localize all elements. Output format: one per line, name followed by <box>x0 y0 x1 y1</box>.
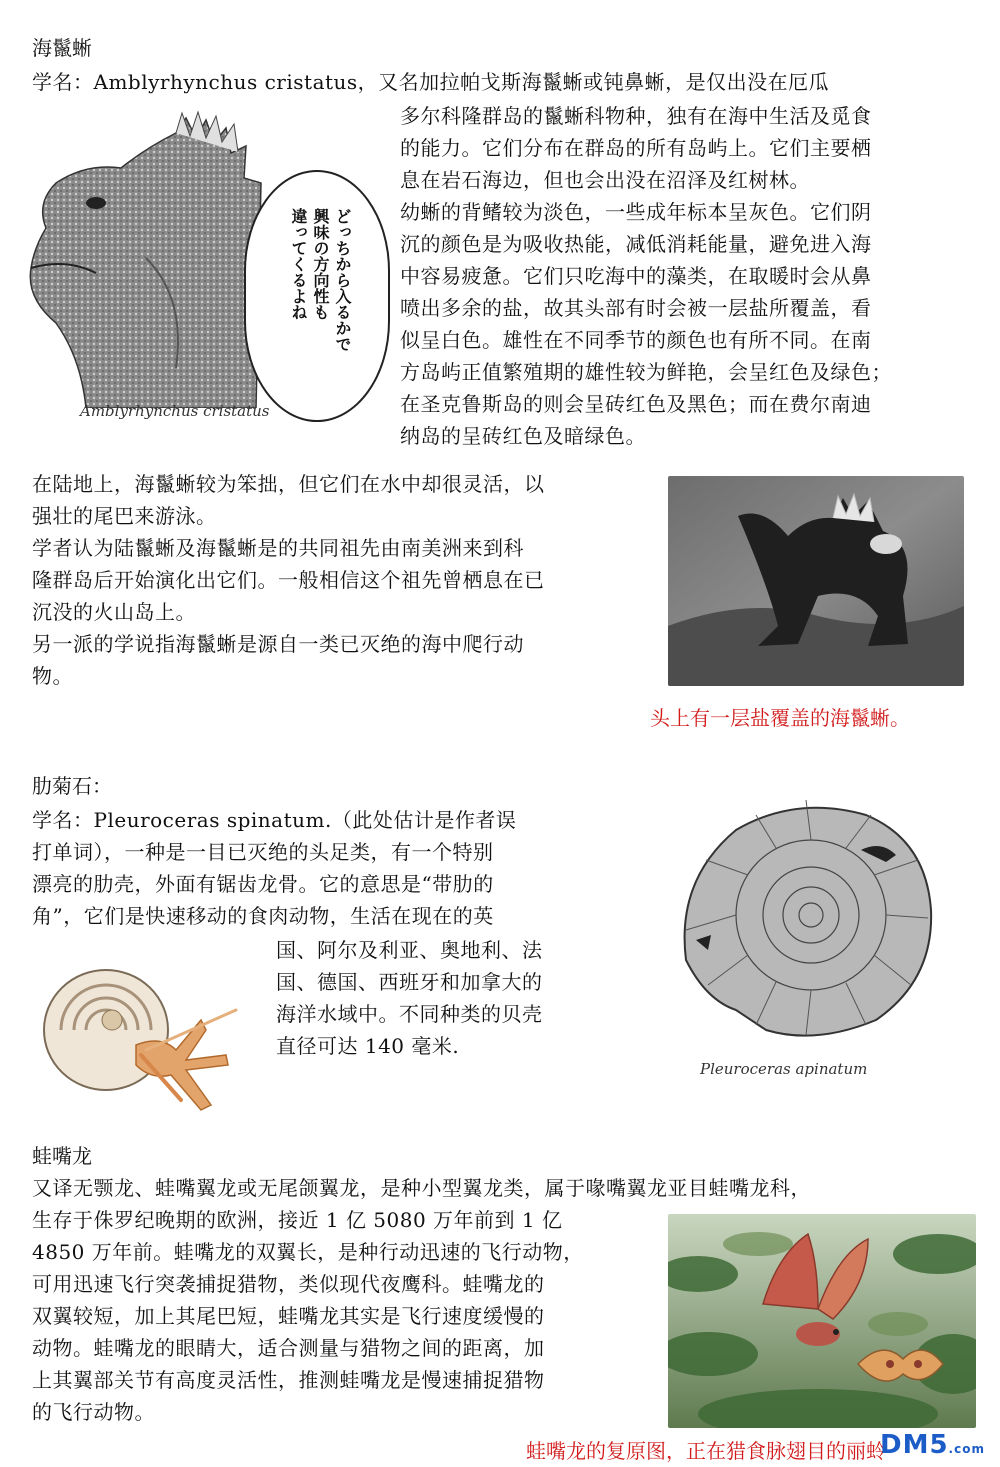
text-line: 角”，它们是快速移动的食肉动物，生活在现在的英 <box>32 904 494 928</box>
dm5-watermark-logo: DM5.com <box>880 1430 985 1460</box>
text-line: 可用迅速飞行突袭捕捉猎物，类似现代夜鹰科。蛙嘴龙的 <box>32 1272 545 1296</box>
text-line: 学名：Pleuroceras spinatum.（此处估计是作者误 <box>32 808 517 832</box>
text-line: 在陆地上，海鬣蜥较为笨拙，但它们在水中却很灵活，以 <box>32 472 545 496</box>
ammonite-fossil-drawing <box>656 790 956 1050</box>
ammonite-heading: 肋菊石： <box>32 774 112 798</box>
text-line: 的能力。它们分布在群岛的所有岛屿上。它们主要栖 <box>400 136 872 160</box>
text-line: 物。 <box>32 664 73 688</box>
text-line: 隆群岛后开始演化出它们。一般相信这个祖先曾栖息在已 <box>32 568 545 592</box>
text-line: 方岛屿正值繁殖期的雄性较为鲜艳，会呈红色及绿色； <box>400 360 892 384</box>
text-line: 似呈白色。雄性在不同季节的颜色也有所不同。在南 <box>400 328 872 352</box>
text-line: 多尔科隆群岛的鬣蜥科物种，独有在海中生活及觅食 <box>400 104 872 128</box>
text-line: 国、德国、西班牙和加拿大的 <box>276 970 543 994</box>
text-line: 直径可达 140 毫米. <box>276 1034 460 1058</box>
ammonite-illustration <box>36 950 256 1120</box>
text-line: 幼蜥的背鳍较为淡色，一些成年标本呈灰色。它们阴 <box>400 200 872 224</box>
pterosaur-caption: 蛙嘴龙的复原图，正在猎食脉翅目的丽蛉 <box>526 1439 886 1463</box>
text-line: 沉的颜色是为吸收热能，减低消耗能量，避免进入海 <box>400 232 872 256</box>
text-line: 纳岛的呈砖红色及暗绿色。 <box>400 424 646 448</box>
text-line: 国、阿尔及利亚、奥地利、法 <box>276 938 543 962</box>
speech-bubble-text: どっちから入るかで 興味の方向性も 違ってくるよね <box>289 208 352 352</box>
text-line: 的飞行动物。 <box>32 1400 155 1424</box>
iguana-drawing <box>26 108 266 408</box>
text-line: 学者认为陆鬣蜥及海鬣蜥是的共同祖先由南美洲来到科 <box>32 536 524 560</box>
text-line: 在圣克鲁斯岛的则会呈砖红色及黑色；而在费尔南迪 <box>400 392 872 416</box>
text-line: 生存于侏罗纪晚期的欧洲，接近 1 亿 5080 万年前到 1 亿 <box>32 1208 563 1232</box>
text-line: 喷出多余的盐，故其头部有时会被一层盐所覆盖，看 <box>400 296 872 320</box>
text-line: 漂亮的肋壳，外面有锯齿龙骨。它的意思是“带肋的 <box>32 872 494 896</box>
text-line: 海洋水域中。不同种类的贝壳 <box>276 1002 543 1026</box>
text-line: 强壮的尾巴来游泳。 <box>32 504 217 528</box>
iguana-photo <box>668 476 964 686</box>
text-line: 4850 万年前。蛙嘴龙的双翼长，是种行动迅速的飞行动物， <box>32 1240 584 1264</box>
text-line: 上其翼部关节有高度灵活性，推测蛙嘴龙是慢速捕捉猎物 <box>32 1368 545 1392</box>
pterosaur-heading: 蛙嘴龙 <box>32 1144 92 1168</box>
text-line: 息在岩石海边，但也会出没在沼泽及红树林。 <box>400 168 810 192</box>
pterosaur-illustration <box>668 1214 976 1428</box>
text-line: 沉没的火山岛上。 <box>32 600 196 624</box>
text-line: 双翼较短，加上其尾巴短，蛙嘴龙其实是飞行速度缓慢的 <box>32 1304 545 1328</box>
ammonite-drawing-caption: Pleuroceras apinatum <box>700 1060 868 1078</box>
ammonite-para-indent <box>276 934 616 1062</box>
iguana-para2 <box>32 468 662 692</box>
ammonite-para-top <box>32 804 632 932</box>
text-line: 动物。蛙嘴龙的眼睛大，适合测量与猎物之间的距离，加 <box>32 1336 545 1360</box>
iguana-drawing-caption: Amblyrhynchus cristatus <box>80 402 270 420</box>
iguana-photo-caption: 头上有一层盐覆盖的海鬣蜥。 <box>650 706 910 730</box>
text-line: 中容易疲惫。它们只吃海中的藻类，在取暖时会从鼻 <box>400 264 872 288</box>
pterosaur-para <box>32 1204 662 1428</box>
iguana-heading: 海鬣蜥 <box>32 36 92 60</box>
iguana-para1 <box>400 100 990 452</box>
iguana-para1-line1: 学名：Amblyrhynchus cristatus，又名加拉帕戈斯海鬣蜥或钝鼻蜥，是仅出没在厄瓜 <box>32 70 830 94</box>
pterosaur-line-full: 又译无颚龙、蛙嘴翼龙或无尾颌翼龙，是种小型翼龙类，属于喙嘴翼龙亚目蛙嘴龙科， <box>32 1176 811 1200</box>
text-line: 另一派的学说指海鬣蜥是源自一类已灭绝的海中爬行动 <box>32 632 524 656</box>
text-line: 打单词），一种是一目已灭绝的头足类，有一个特别 <box>32 840 494 864</box>
